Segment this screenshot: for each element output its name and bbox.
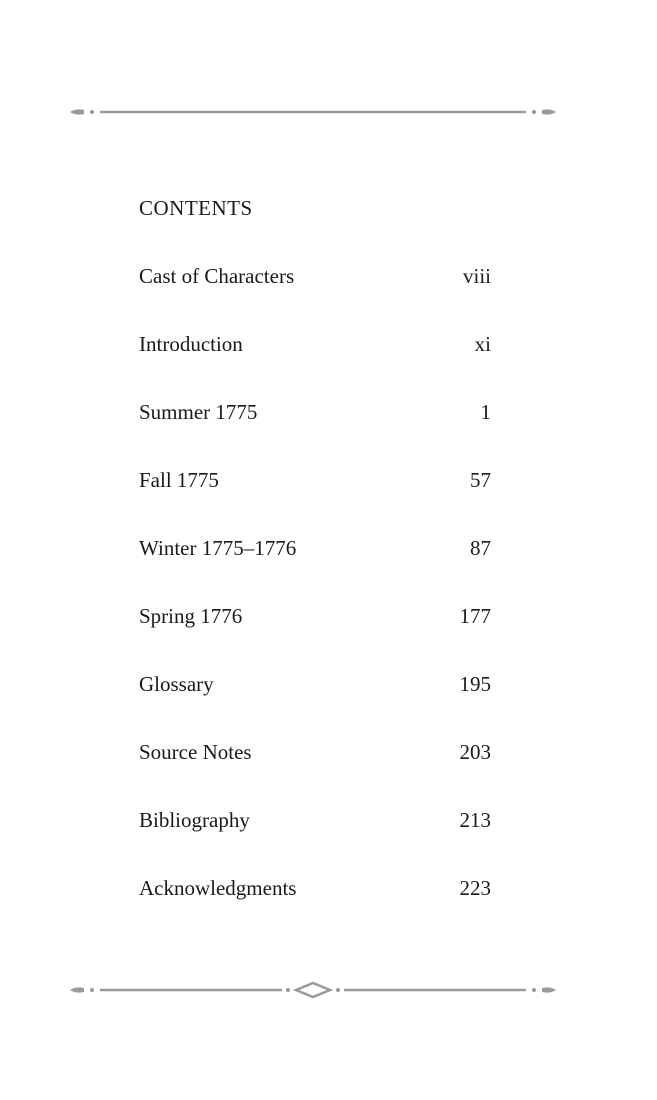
- toc-entry-winter-1775-1776[interactable]: [139, 534, 491, 602]
- toc-entry-title: Spring 1776: [139, 604, 243, 628]
- toc-entry-cast-of-characters[interactable]: [139, 262, 491, 330]
- toc-entry-title: Fall 1775: [139, 468, 219, 492]
- toc-entry-page: 213: [459, 808, 491, 832]
- table-of-contents: [139, 262, 491, 942]
- toc-entry-title: Winter 1775–1776: [139, 536, 297, 560]
- toc-entry-title: Bibliography: [139, 808, 250, 832]
- toc-entry-summer-1775[interactable]: [139, 398, 491, 466]
- toc-entry-title: Cast of Characters: [139, 264, 295, 288]
- toc-entry-page: 87: [470, 536, 491, 560]
- toc-entry-acknowledgments[interactable]: [139, 874, 491, 942]
- toc-entry-page: xi: [474, 332, 491, 356]
- toc-entry-title: Introduction: [139, 332, 243, 356]
- top-ornament-rule: [66, 102, 560, 122]
- toc-entry-glossary[interactable]: [139, 670, 491, 738]
- toc-entry-page: 223: [459, 876, 491, 900]
- toc-entry-spring-1776[interactable]: [139, 602, 491, 670]
- toc-entry-source-notes[interactable]: [139, 738, 491, 806]
- toc-entry-bibliography[interactable]: [139, 806, 491, 874]
- toc-entry-page: 57: [470, 468, 491, 492]
- toc-entry-fall-1775[interactable]: [139, 466, 491, 534]
- toc-entry-page: 195: [459, 672, 491, 696]
- toc-entry-introduction[interactable]: [139, 330, 491, 398]
- toc-entry-page: 1: [480, 400, 491, 424]
- bottom-ornament-rule: [66, 980, 560, 1000]
- toc-entry-title: Source Notes: [139, 740, 252, 764]
- toc-entry-page: 177: [459, 604, 491, 628]
- toc-entry-title: Summer 1775: [139, 400, 258, 424]
- contents-heading: CONTENTS: [139, 196, 253, 220]
- toc-entry-title: Acknowledgments: [139, 876, 297, 900]
- toc-entry-title: Glossary: [139, 672, 214, 696]
- toc-entry-page: 203: [459, 740, 491, 764]
- toc-entry-page: viii: [462, 264, 491, 288]
